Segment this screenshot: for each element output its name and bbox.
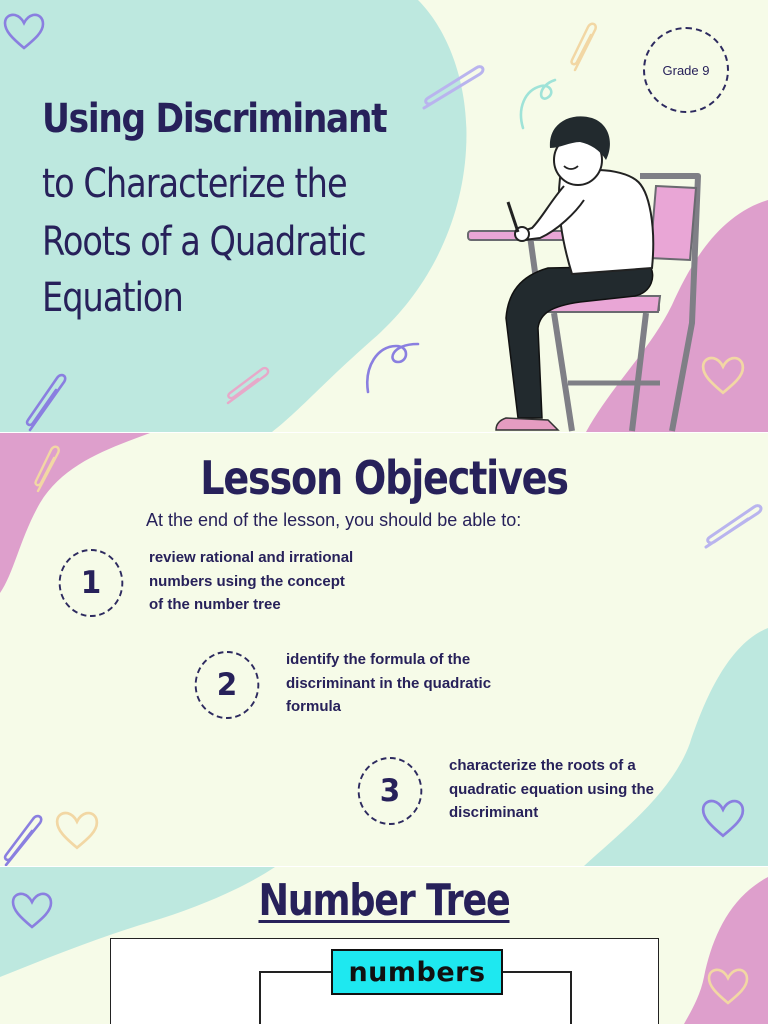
heart-icon: [700, 798, 746, 840]
heart-icon: [2, 12, 46, 52]
slide1-title-line-3: Equation: [42, 275, 183, 321]
heart-icon: [54, 810, 100, 852]
objective-number-badge: 3: [358, 757, 423, 825]
heart-icon: [706, 967, 750, 1007]
student-illustration: [460, 108, 710, 432]
objective-line: discriminant: [449, 804, 539, 821]
paperclip-icon: [222, 365, 272, 407]
objective-line: quadratic equation using the: [449, 780, 655, 798]
objective-line: identify the formula of the: [286, 651, 471, 668]
title-slide: [0, 0, 768, 432]
slide1-title-bold: Using Discriminant: [42, 96, 387, 142]
objective-line: formula: [286, 698, 342, 715]
slide1-title-line-2: Roots of a Quadratic: [42, 219, 366, 265]
objective-line: discriminant in the quadratic: [286, 674, 492, 692]
paperclip-icon: [30, 443, 64, 495]
objective-text: [286, 648, 541, 719]
paperclip-icon: [565, 20, 605, 74]
paperclip-icon: [700, 501, 768, 553]
paperclip-icon: [418, 62, 490, 114]
objective-line: review rational and irrational: [149, 549, 354, 566]
objective-number-badge: 2: [195, 651, 260, 719]
number-tree-diagram: [110, 938, 659, 1024]
objective-line: numbers using the concept: [149, 572, 345, 590]
lesson-objectives-title: Lesson Objectives: [200, 451, 568, 505]
objective-number-badge: 1: [59, 549, 124, 617]
slide1-title-line-1: to Characterize the: [42, 161, 347, 207]
squiggle-icon: [360, 336, 424, 396]
number-tree-slide: [0, 867, 768, 1024]
tree-root-node: numbers: [331, 949, 503, 995]
lesson-objectives-slide: [0, 433, 768, 866]
objective-text: [449, 754, 704, 825]
lesson-objectives-subtitle: At the end of the lesson, you should be able to:: [146, 510, 522, 530]
objective-line: characterize the roots of a: [449, 757, 636, 774]
heart-icon: [10, 891, 54, 931]
grade-badge: Grade 9: [643, 27, 729, 113]
paperclip-icon: [22, 372, 72, 432]
number-tree-title: Number Tree: [258, 875, 510, 926]
paperclip-icon: [0, 813, 48, 866]
objective-line: of the number tree: [149, 596, 281, 613]
objective-text: [149, 546, 404, 617]
